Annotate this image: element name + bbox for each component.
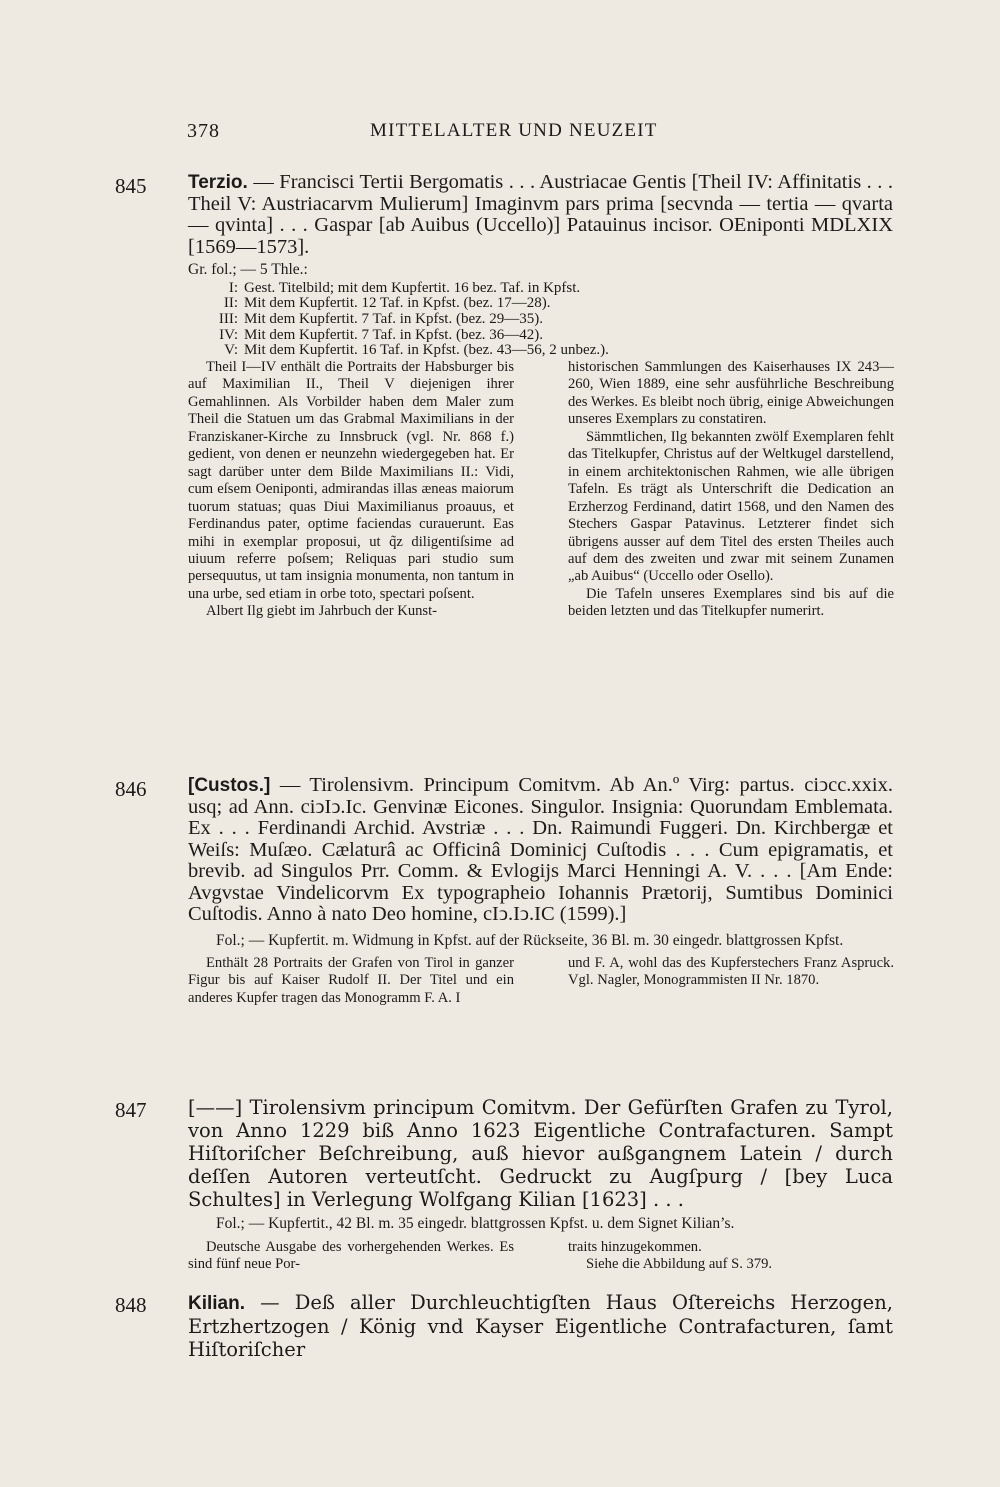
running-title: MITTELALTER UND NEUZEIT: [370, 120, 658, 141]
note-left-column: [188, 955, 514, 1007]
note-left-column: [188, 359, 514, 621]
page-number: 378: [187, 120, 220, 142]
entry-title: [188, 775, 893, 926]
entry-heading: [——]: [188, 1096, 243, 1119]
volume-item: [202, 312, 893, 328]
note-paragraph: Albert Ilg giebt im Jahrbuch der Kunst-: [206, 603, 438, 620]
entry-title-text: — Deß aller Durchleuchtigſten Haus Oſtereichs Herzogen, Ertzhertzogen / König vnd Kayser Eigentliche Contrafacturen, ſamt Hiſtoriſcher: [188, 1291, 893, 1361]
entry-title-text: Tirolensivm principum Comitvm. Der Gefürſten Grafen zu Tyrol, von Anno 1229 biß Anno 1623 Eigentliche Contrafacturen. Sampt Hiſtoriſcher Beſchreibung, auß hievor außgangnem Latein / durch deſſen Autoren verteutſcht. Gedruckt zu Augſpurg / [bey Luca Schultes] in Verlegung Wolfgang Kilian [1623] . . .: [188, 1096, 893, 1211]
catalog-entry-847: [115, 1096, 893, 1272]
entry-title: [188, 172, 893, 258]
note-paragraph: historischen Sammlungen des Kaiserhauses IX 243—260, Wien 1889, eine sehr ausführliche Beschreibung des Werkes. Es bleibt noch übrig, einige Abweichungen unseres Exemplars zu constatiren.: [568, 359, 894, 428]
volume-item: [202, 328, 893, 344]
volume-text: Mit dem Kupfertit. 12 Taf. in Kpfst. (bez. 17—28).: [244, 295, 551, 312]
collation: Fol.; — Kupfertit. m. Widmung in Kpfst. auf der Rückseite, 36 Bl. m. 30 eingedr. blattgrossen Kpfst.: [216, 931, 844, 949]
note-paragraph: traits hinzugekommen.: [568, 1238, 702, 1255]
note-paragraph: und F. A, wohl das des Kupferstechers Franz Aspruck. Vgl. Nagler, Monogrammisten II Nr. 1870.: [568, 955, 894, 989]
note-paragraph: Enthält 28 Portraits der Grafen von Tirol in ganzer Figur bis auf Kaiser Rudolf II. Der Titel und ein anderes Kupfer tragen das Monogramm F. A. I: [188, 955, 514, 1006]
volume-text: Mit dem Kupfertit. 7 Taf. in Kpfst. (bez. 29—35).: [244, 310, 544, 327]
volume-item: [202, 343, 893, 359]
note-right-column: [568, 1239, 894, 1274]
volume-text: Mit dem Kupfertit. 7 Taf. in Kpfst. (bez. 36—42).: [244, 326, 544, 343]
note-right-column: [568, 359, 894, 621]
note-paragraph: Deutsche Ausgabe des vorhergehenden Werkes. Es sind fünf neue Por-: [188, 1238, 514, 1272]
entry-title-text: — Francisci Tertii Bergomatis . . . Austriacae Gentis [Theil IV: Affinitatis . . . Theil V: Austriacarvm Mulierum] Imaginvm pars prima [secvnda — tertia — qvarta — qvinta] . . . Gaspar [ab Auibus (Uccello)] Patauinus incisor. OEniponti MDLXIX [1569—1573].: [188, 171, 893, 258]
note-paragraph: Siehe die Abbildung auf S. 379.: [586, 1255, 773, 1272]
note-paragraph: Die Tafeln unseres Exemplares sind bis auf die beiden letzten und das Titelkupfer numerirt.: [568, 585, 894, 620]
volume-item: [202, 296, 893, 312]
volume-text: Mit dem Kupfertit. 16 Taf. in Kpfst. (bez. 43—56, 2 unbez.).: [244, 342, 609, 359]
note-left-column: [188, 1239, 514, 1274]
entry-heading: [Custos.]: [188, 775, 271, 796]
entry-heading: Terzio.: [188, 172, 248, 193]
running-head: [0, 120, 1000, 144]
volume-number: V:: [224, 342, 238, 359]
entry-number: 848: [115, 1293, 147, 1317]
entry-number: 847: [115, 1098, 147, 1122]
note-paragraph: Sämmtlichen, Ilg bekannten zwölf Exemplaren fehlt das Titelkupfer, Christus auf der Weltkugel darstellend, in einem architektonischen Rahmen, wie alle übrigen Tafeln. Es trägt als Unterschrift die Dedication an Erzherzog Ferdinand, datirt 1568, und den Namen des Stechers Gaspar Patavinus. Letzterer findet sich übrigens ausser auf dem Titel des ersten Theiles auch auf dem des zweiten und zwar mit seinem Zunamen „ab Auibus“ (Uccello oder Osello).: [568, 428, 894, 585]
volume-number: IV:: [219, 326, 238, 343]
entry-number: 846: [115, 777, 147, 801]
volume-list: [202, 281, 893, 360]
note-right-column: [568, 955, 894, 990]
collation: Fol.; — Kupfertit., 42 Bl. m. 35 eingedr. blattgrossen Kpfst. u. dem Signet Kilian’s.: [216, 1215, 735, 1232]
collation: Gr. fol.; — 5 Thle.:: [188, 261, 308, 278]
catalog-entry-846: [115, 774, 894, 1006]
volume-text: Gest. Titelbild; mit dem Kupfertit. 16 bez. Taf. in Kpfst.: [244, 279, 581, 296]
catalog-entry-845: [115, 171, 894, 620]
catalog-entry-848: [115, 1291, 893, 1361]
volume-number: III:: [218, 310, 238, 327]
note-paragraph: Theil I—IV enthält die Portraits der Habsburger bis auf Maximilian II., Theil V diejenigen ihrer Gemahlinnen. Als Vorbilder haben dem Maler zum Theil die Statuen um das Grabmal Maximilians in der Franziskaner-Kirche zu Innsbruck (vgl. Nr. 868 f.) gedient, von denen er neunzehn wiedergegeben hat. Er sagt darüber unter dem Bilde Maximilians II.: Vidi, cum eſsem Oeniponti, admirandas illas æneas maiorum tuorum statuas; quas Diui Maximilianus proauus, et Ferdinandus pater, optime faciendas curauerunt. Eas mihi in exemplar proposui, ut q̃z diligentiſsime ad uiuum referre poſsem; Reliquas pari studio sum persequutus, ut tam insignia monumenta, non tantum in una urbe, sed etiam in orbe toto, spectari poſsent.: [188, 359, 514, 602]
volume-number: II:: [223, 295, 238, 312]
entry-title: [188, 1096, 893, 1211]
entry-title-text: — Tirolensivm. Principum Comitvm. Ab An.º Virg: partus. ciↄcc.xxix. usq; ad Ann. ciↄIↄ.Ic. Genvinæ Eicones. Singulor. Insignia: Quorundam Emblemata. Ex . . . Ferdinandi Archid. Avstriæ . . . Dn. Raimundi Fuggeri. Dn. Kirchbergæ et Weiſs: Muſæo. Cælaturâ ac Officinâ Dominicj Cuſtodis . . . Cum epigramatis, et brevib. ad Singulos Prr. Comm. & Evlogijs Marci Henningi A. V. . . . [Am Ende: Avgvstae Vindelicorvm Ex typographeio Iohannis Prætorij, Sumtibus Dominici Cuſtodis. Anno à nato Deo homine, cIↄ.Iↄ.IC (1599).]: [188, 774, 894, 925]
entry-number: 845: [115, 174, 147, 198]
volume-number: I:: [228, 279, 238, 296]
entry-heading: Kilian.: [188, 1293, 246, 1314]
entry-title: [188, 1291, 893, 1361]
volume-item: [202, 281, 893, 297]
